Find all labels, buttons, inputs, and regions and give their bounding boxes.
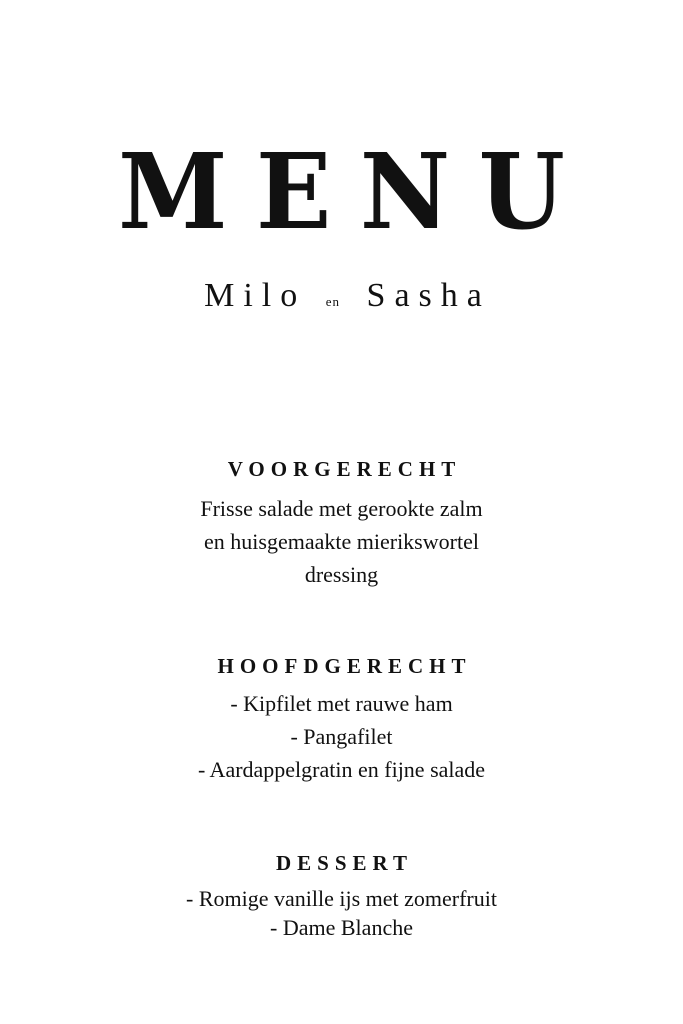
course-line: Frisse salade met gerookte zalm bbox=[200, 496, 483, 521]
course-voorgerecht bbox=[0, 459, 683, 591]
course-line: en huisgemaakte mierikswortel bbox=[204, 529, 479, 554]
name-second: Sasha bbox=[366, 277, 491, 314]
course-line: - Pangafilet bbox=[290, 724, 393, 749]
course-line: - Kipfilet met rauwe ham bbox=[230, 691, 453, 716]
course-line: - Romige vanille ijs met zomerfruit bbox=[186, 886, 497, 911]
course-description bbox=[0, 687, 683, 786]
course-line: - Dame Blanche bbox=[270, 915, 413, 940]
course-title: HOOFDGERECHT bbox=[217, 654, 472, 678]
course-hoofdgerecht bbox=[0, 656, 683, 786]
name-conjunction: en bbox=[325, 294, 341, 309]
course-line: - Aardappelgratin en fijne salade bbox=[197, 757, 486, 782]
name-first: Milo bbox=[204, 277, 307, 314]
course-line: dressing bbox=[304, 562, 379, 587]
course-title: VOORGERECHT bbox=[227, 457, 462, 481]
course-title: DESSERT bbox=[276, 851, 413, 875]
couple-names bbox=[0, 276, 683, 317]
course-description bbox=[0, 492, 683, 591]
menu-title: MENU bbox=[118, 130, 594, 253]
course-description bbox=[0, 884, 683, 942]
course-dessert bbox=[0, 853, 683, 942]
